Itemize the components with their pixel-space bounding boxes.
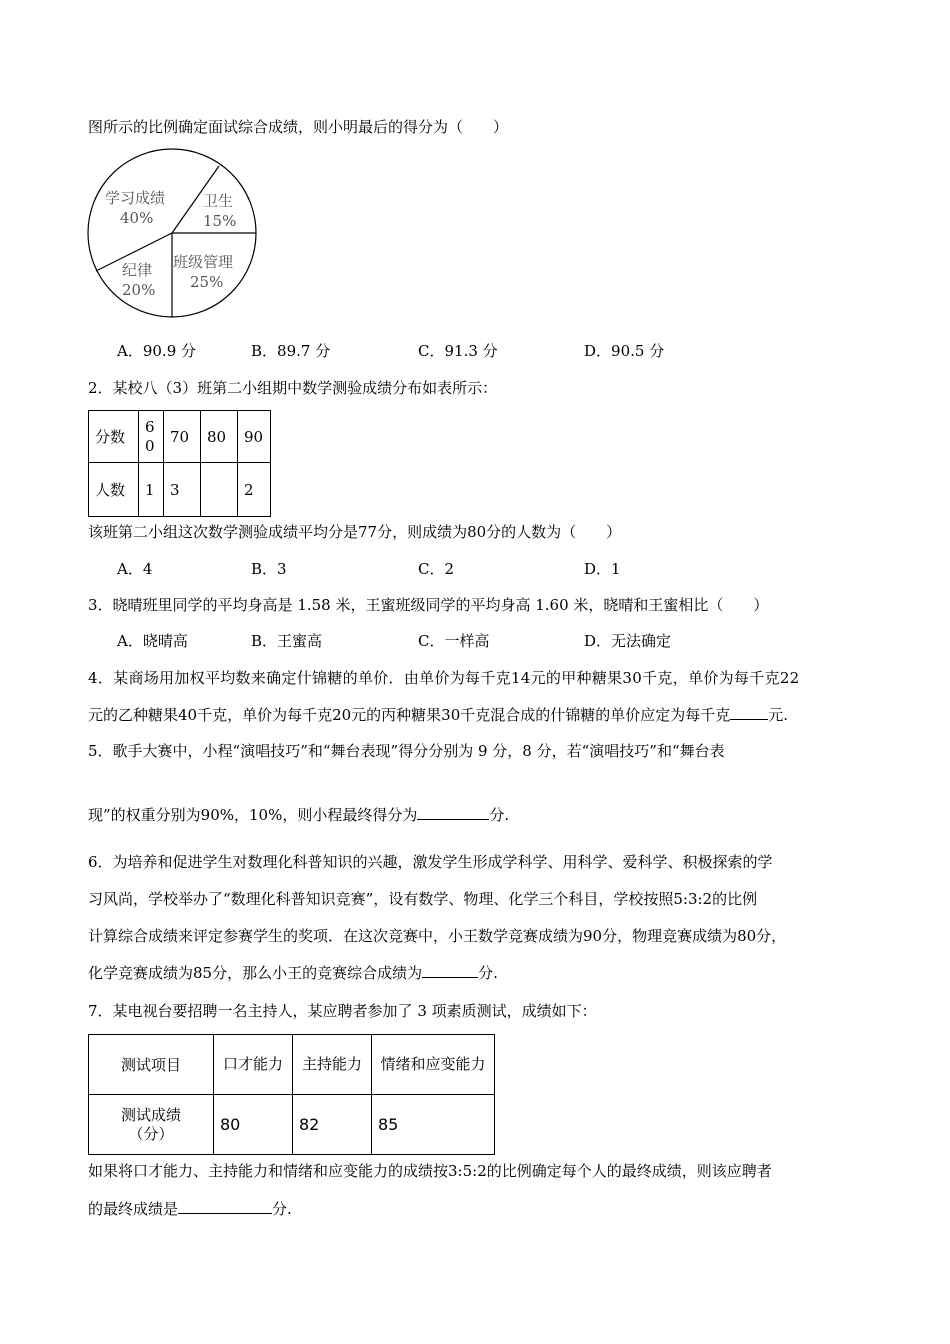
q4-line1: 4．某商场用加权平均数来确定什锦糖的单价．由单价为每千克14元的甲种糖果30千克，单价为每千克22 <box>88 669 800 687</box>
slice-label: 学习成绩 <box>105 189 166 207</box>
q1-option-d[interactable]: D．90.5 分 <box>584 342 665 360</box>
slice-value: 20% <box>122 281 156 299</box>
q6-end: 分. <box>478 964 498 982</box>
q3-option-c[interactable]: C．一样高 <box>418 632 490 650</box>
q6-line2: 习风尚，学校举办了“数理化科普知识竞赛”，设有数学、物理、化学三个科目，学校按照5:3:2的比例 <box>88 890 758 908</box>
cell: 3 <box>164 463 201 517</box>
q1-option-c[interactable]: C．91.3 分 <box>418 342 498 360</box>
slice-label: 班级管理 <box>173 253 234 271</box>
q2-followup: 该班第二小组这次数学测验成绩平均分是77分，则成绩为80分的人数为（ ） <box>88 523 622 541</box>
q7-end: 分. <box>272 1200 292 1218</box>
cell: 分数 <box>89 411 139 463</box>
cell <box>201 463 238 517</box>
cell: 情绪和应变能力 <box>372 1035 495 1095</box>
cell: 测试成绩（分） <box>89 1095 214 1155</box>
q7-line2: 的最终成绩是 <box>88 1200 179 1218</box>
pie-chart <box>80 140 270 330</box>
slice-value: 40% <box>120 209 154 227</box>
q7-line1: 如果将口才能力、主持能力和情绪和应变能力的成绩按3:5:2的比例确定每个人的最终成绩，则该应聘者 <box>88 1162 772 1180</box>
q3-stem: 3．晓晴班里同学的平均身高是 1.58 米，王蜜班级同学的平均身高 1.60 米，晓晴和王蜜相比（ ） <box>88 596 769 614</box>
q5-line1: 5．歌手大赛中，小程“演唱技巧”和“舞台表现”得分分别为 9 分，8 分，若“演唱技巧”和“舞台表 <box>88 742 725 760</box>
cell: 主持能力 <box>293 1035 372 1095</box>
q5-line2: 现”的权重分别为90%，10%，则小程最终得分为 <box>88 806 418 824</box>
q7-stem: 7．某电视台要招聘一名主持人，某应聘者参加了 3 项素质测试，成绩如下： <box>88 1002 597 1020</box>
q6-line3: 计算综合成绩来评定参赛学生的奖项．在这次竞赛中，小王数学竞赛成绩为90分，物理竞赛成绩为80分， <box>88 927 787 945</box>
q4-answer-blank[interactable] <box>730 705 768 720</box>
q3-option-a[interactable]: A．晓晴高 <box>117 632 188 650</box>
q5-answer-blank[interactable] <box>417 805 489 820</box>
cell: 85 <box>372 1095 495 1155</box>
cell: 82 <box>293 1095 372 1155</box>
cell: 80 <box>214 1095 293 1155</box>
q6-line4: 化学竞赛成绩为85分，那么小王的竞赛综合成绩为 <box>88 964 423 982</box>
cell: 口才能力 <box>214 1035 293 1095</box>
slice-label: 纪律 <box>122 261 153 279</box>
cell: 70 <box>164 411 201 463</box>
slice-value: 25% <box>190 273 224 291</box>
q7-test-table <box>88 1034 495 1155</box>
cell: 2 <box>238 463 271 517</box>
q4-end: 元. <box>768 706 789 724</box>
q2-option-b[interactable]: B．3 <box>251 560 287 578</box>
slice-label: 卫生 <box>203 192 234 210</box>
q5-end: 分. <box>489 806 510 824</box>
cell: 6 0 <box>139 411 164 463</box>
q1-option-a[interactable]: A．90.9 分 <box>117 342 196 360</box>
q1-option-b[interactable]: B．89.7 分 <box>251 342 331 360</box>
cell: 1 <box>139 463 164 517</box>
q3-option-d[interactable]: D．无法确定 <box>584 632 672 650</box>
slice-value: 15% <box>203 212 237 230</box>
q4-line2: 元的乙种糖果40千克，单价为每千克20元的丙种糖果30千克混合成的什锦糖的单价应定为每千克 <box>88 706 731 724</box>
cell: 人数 <box>89 463 139 517</box>
q2-option-a[interactable]: A．4 <box>117 560 153 578</box>
q2-option-d[interactable]: D．1 <box>584 560 621 578</box>
cell: 测试项目 <box>89 1035 214 1095</box>
q7-answer-blank[interactable] <box>178 1199 272 1214</box>
cell: 90 <box>238 411 271 463</box>
q3-option-b[interactable]: B．王蜜高 <box>251 632 323 650</box>
cell: 80 <box>201 411 238 463</box>
q2-score-table <box>88 410 271 517</box>
q6-line1: 6．为培养和促进学生对数理化科普知识的兴趣，激发学生形成学科学、用科学、爱科学、积极探索的学 <box>88 853 773 871</box>
q2-option-c[interactable]: C．2 <box>418 560 455 578</box>
q1-stem: 图所示的比例确定面试综合成绩，则小明最后的得分为（ ） <box>88 118 509 136</box>
q6-answer-blank[interactable] <box>422 963 478 978</box>
q2-stem: 2．某校八（3）班第二小组期中数学测验成绩分布如表所示： <box>88 379 498 397</box>
